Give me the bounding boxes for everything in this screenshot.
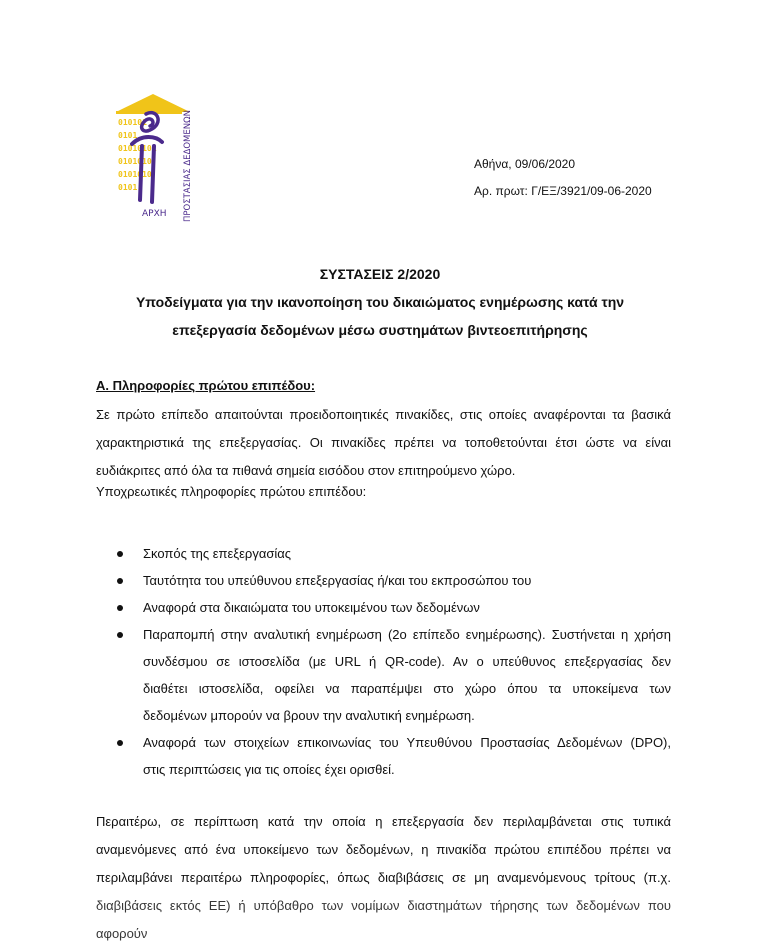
list-item-text: συνδέσμου σε ιστοσελίδα (με URL ή QR-code). Αν ο υπεύθυνος επεξεργασίας δεν — [143, 654, 671, 669]
logo-binary-row: 01010101 — [118, 144, 157, 153]
paragraph-line: περιλαμβάνει περαιτέρω πληροφορίες, όπως διαβιβάσεις σε μη αναμενόμενους τρίτους (π.χ. — [96, 870, 671, 885]
paragraph-line: Περαιτέρω, σε περίπτωση κατά την οποία η επεξεργασία δεν περιλαμβάνεται στις τυπικά — [96, 814, 671, 829]
logo-binary-row: 0101010 — [118, 157, 152, 166]
list-item-text: διαθέτει ιστοσελίδα, οφείλει να παραπέμψει στο χώρο όπου τα υποκείμενα των — [143, 681, 671, 696]
logo-binary-row: 0101010 — [118, 170, 152, 179]
paragraph-line: ευδιάκριτες από όλα τα πιθανά σημεία εισόδου στον επιτηρούμενο χώρο. — [96, 463, 516, 478]
bullet-icon — [117, 740, 123, 746]
bullet-icon — [117, 605, 123, 611]
list-item — [96, 594, 671, 621]
logo-vertical-text: ΠΡΟΣΤΑΣΙΑΣ ΔΕΔΟΜΕΝΩΝ — [183, 110, 193, 222]
logo-binary-row: 010101 — [118, 118, 147, 127]
list-item — [96, 621, 671, 729]
document-subtitle-line: Υποδείγματα για την ικανοποίηση του δικαιώματος ενημέρωσης κατά την — [135, 294, 625, 310]
document-code: ΣΥΣΤΑΣΕΙΣ 2/2020 — [319, 266, 441, 282]
bullet-icon — [117, 632, 123, 638]
paragraph-line: Σε πρώτο επίπεδο απαιτούνται προειδοποιητικές πινακίδες, στις οποίες αναφέρονται τα βασικά — [96, 407, 671, 422]
bullet-icon — [117, 578, 123, 584]
document-subtitle-line: επεξεργασία δεδομένων μέσω συστημάτων βιντεοεπιτήρησης — [172, 322, 588, 338]
logo-arxi-text: ΑΡΧΗ — [142, 209, 167, 219]
required-info-list — [96, 540, 671, 783]
logo-figure — [142, 113, 158, 131]
section-a-heading: Α. Πληροφορίες πρώτου επιπέδου: — [96, 378, 316, 393]
list-item-text: Σκοπός της επεξεργασίας — [143, 546, 292, 561]
logo-roof — [116, 94, 190, 112]
list-item — [96, 567, 671, 594]
paragraph-line: χαρακτηριστικά της επεξεργασίας. Οι πινακίδες πρέπει να τοποθετούνται έτσι ώστε να είναι — [96, 435, 671, 450]
list-item-text: Παραπομπή στην αναλυτική ενημέρωση (2ο επίπεδο ενημέρωσης). Συστήνεται η χρήση — [143, 627, 671, 642]
list-item — [96, 729, 671, 783]
list-item-text: στις περιπτώσεις για τις οποίες έχει ορισθεί. — [143, 762, 395, 777]
logo-binary-row: 0101 — [118, 183, 138, 192]
list-item-text: Αναφορά των στοιχείων επικοινωνίας του Υπευθύνου Προστασίας Δεδομένων (DPO), — [143, 735, 671, 750]
date-line: Αθήνα, 09/06/2020 — [474, 157, 576, 171]
required-info-label: Υποχρεωτικές πληροφορίες πρώτου επιπέδου: — [96, 484, 367, 499]
list-item — [96, 540, 671, 567]
paragraph-line: διαβιβάσεις εκτός ΕΕ) ή υπόβαθρο των νομίμων διαστημάτων τήρησης των δεδομένων που αφορούν — [96, 898, 671, 941]
logo-binary-row: 0101 — [118, 131, 138, 140]
further-info-paragraph — [96, 808, 671, 941]
list-item-text: δεδομένων μπορούν να βρουν την αναλυτική ενημέρωση. — [143, 708, 475, 723]
paragraph-line: αναμενόμενες από ένα υποκείμενο των δεδομένων, η πινακίδα πρώτου επιπέδου πρέπει να — [96, 842, 671, 857]
section-a-paragraph — [96, 401, 671, 485]
hdpa-logo — [112, 94, 194, 226]
list-item-text: Αναφορά στα δικαιώματα του υποκειμένου των δεδομένων — [143, 600, 480, 615]
document-meta — [474, 151, 652, 205]
bullet-icon — [117, 551, 123, 557]
reference-number: Αρ. πρωτ: Γ/ΕΞ/3921/09-06-2020 — [474, 184, 652, 198]
list-item-text: Ταυτότητα του υπεύθυνου επεξεργασίας ή/και του εκπροσώπου του — [143, 573, 532, 588]
